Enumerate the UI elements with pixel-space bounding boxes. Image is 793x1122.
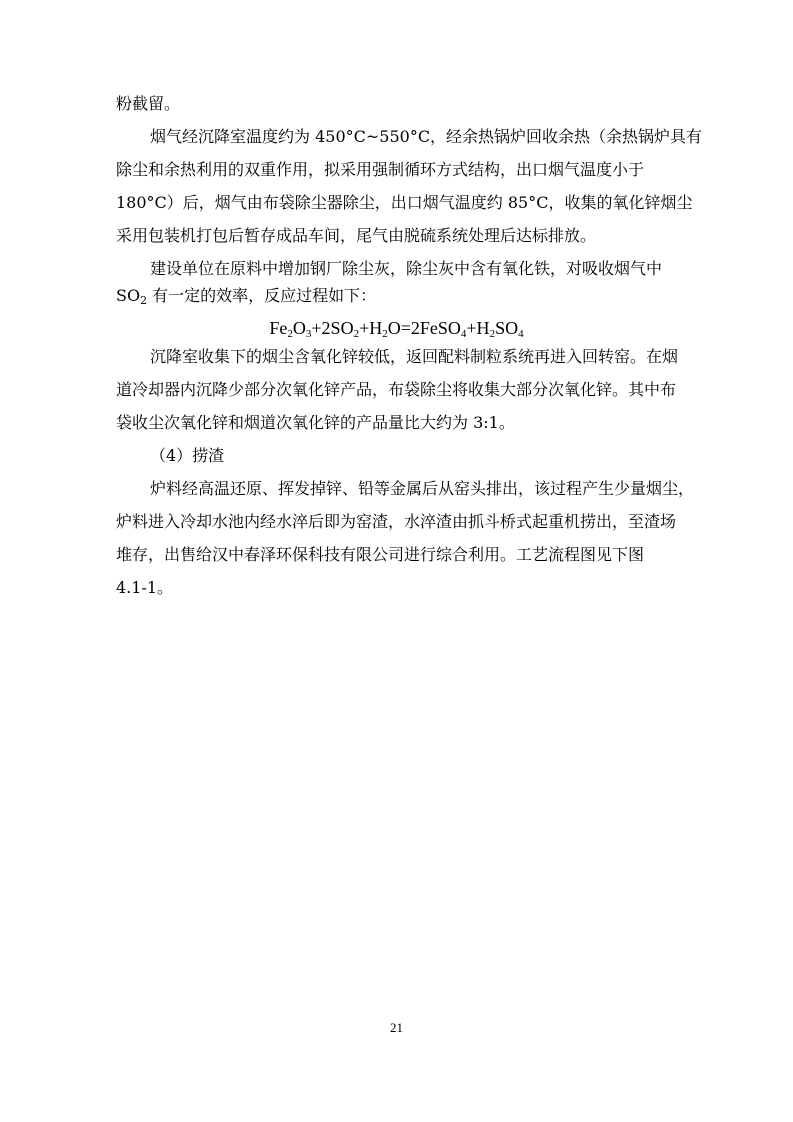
- paragraph-continuation: 粉截留。: [116, 94, 181, 113]
- eq-part: O: [292, 318, 306, 338]
- eq-part: SO: [495, 318, 519, 338]
- eq-part: Fe: [269, 318, 288, 338]
- text-segment: 有一定的效率，反应过程如下：: [147, 286, 377, 305]
- section-heading: （4）捞渣: [150, 446, 225, 465]
- text-line: 4.1-1。: [116, 578, 174, 597]
- text-line: 180°C）后，烟气由布袋除尘器除尘，出口烟气温度约 85°C，收集的氧化锌烟尘: [116, 193, 693, 212]
- eq-subscript: 2: [287, 328, 293, 340]
- eq-subscript: 3: [305, 328, 312, 340]
- eq-subscript: 4: [518, 328, 524, 340]
- text-line: 建设单位在原料中增加钢厂除尘灰，除尘灰中含有氧化铁，对吸收烟气中: [150, 259, 663, 278]
- text-line: 沉降室收集下的烟尘含氧化锌较低，返回配料制粒系统再进入回转窑。在烟: [150, 347, 679, 366]
- text-line: [116, 286, 376, 306]
- chemical-equation: [0, 317, 793, 339]
- text-line: 采用包装机打包后暂存成品车间，尾气由脱硫系统处理后达标排放。: [116, 226, 597, 245]
- page-number: 21: [390, 1020, 403, 1035]
- eq-subscript: 4: [460, 328, 467, 340]
- eq-part: +2SO: [311, 318, 354, 338]
- text-line: 袋收尘次氧化锌和烟道次氧化锌的产品量比大约为 3:1。: [116, 413, 515, 432]
- eq-part: O=2FeSO: [387, 318, 461, 338]
- text-line: 除尘和余热利用的双重作用，拟采用强制循环方式结构，出口烟气温度小于: [116, 160, 645, 179]
- text-line: 堆存，出售给汉中春泽环保科技有限公司进行综合利用。工艺流程图见下图: [116, 545, 645, 564]
- text-segment: SO: [116, 286, 141, 305]
- eq-part: +H: [359, 318, 383, 338]
- text-line: 道冷却器内沉降少部分次氧化锌产品，布袋除尘将收集大部分次氧化锌。其中布: [116, 380, 677, 399]
- eq-subscript: 2: [489, 328, 496, 340]
- text-line: 烟气经沉降室温度约为 450°C~550°C，经余热锅炉回收余热（余热锅炉具有: [150, 127, 703, 146]
- eq-part: +H: [466, 318, 490, 338]
- text-line: 炉料进入冷却水池内经水淬后即为窑渣，水淬渣由抓斗桥式起重机捞出，至渣场: [116, 512, 677, 531]
- eq-subscript: 2: [353, 328, 360, 340]
- eq-subscript: 2: [382, 328, 388, 340]
- subscript: 2: [140, 294, 148, 307]
- text-line: 炉料经高温还原、挥发掉锌、铅等金属后从窑头排出，该过程产生少量烟尘，: [150, 479, 695, 498]
